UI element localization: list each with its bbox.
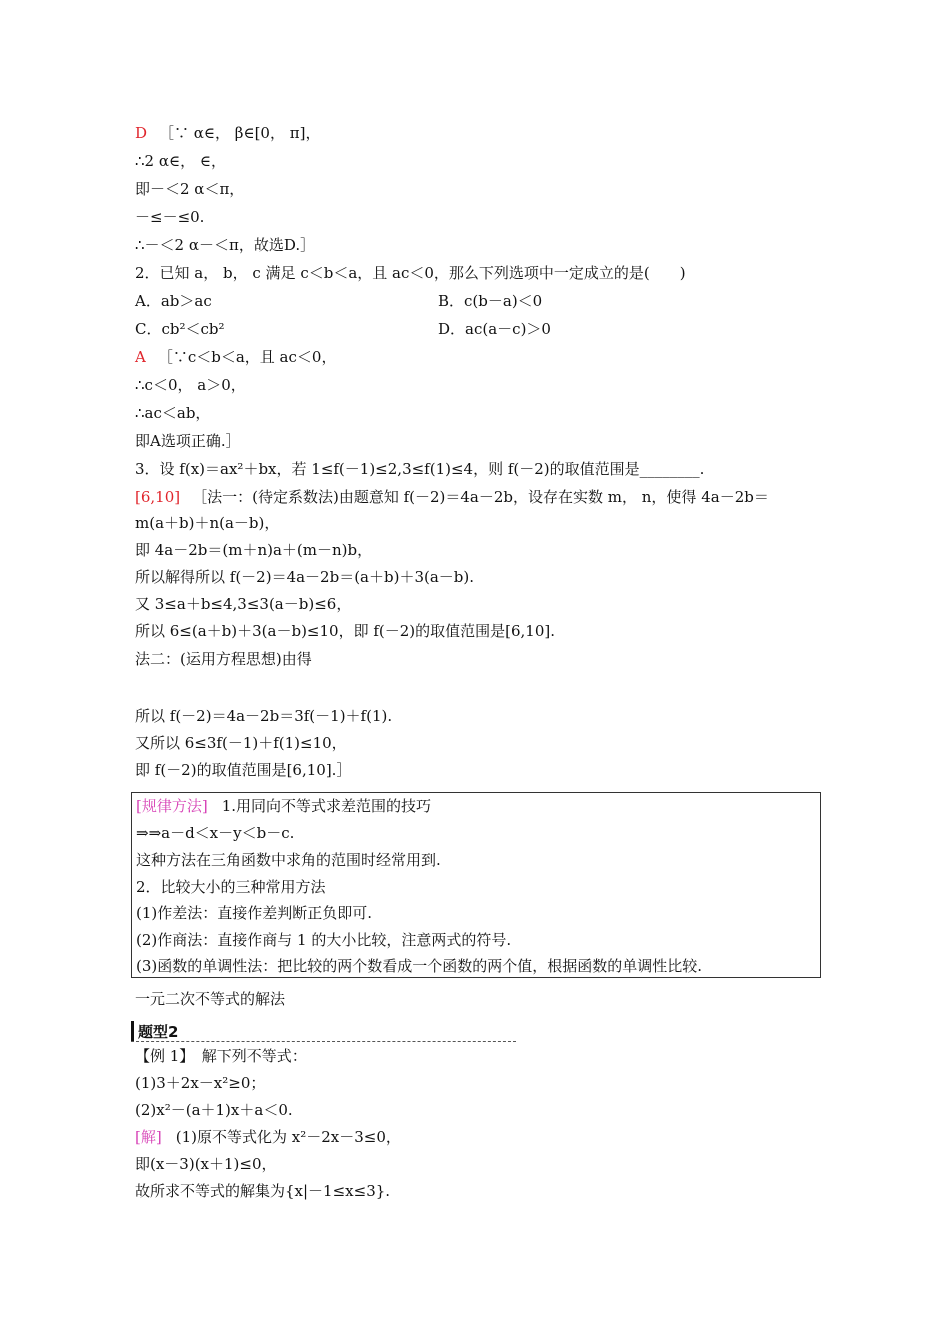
section-title: 一元二次不等式的解法 bbox=[135, 990, 286, 1008]
box-line-2: ⇒⇒a－d＜x－y＜b－c. bbox=[136, 824, 295, 842]
type-label: 题型2 bbox=[138, 1023, 179, 1041]
method-tag: [规律方法] bbox=[136, 797, 208, 815]
example-1-solution-line-3: 故所求不等式的解集为{x|－1≤x≤3}. bbox=[135, 1182, 391, 1200]
q3-solution-line-1: [6,10] ［法一：(待定系数法)由题意知 f(－2)＝4a－2b，设存在实数 m， n，使得 4a－2b＝ bbox=[135, 488, 769, 506]
q2-solution-line-2: ∴c＜0， a＞0， bbox=[135, 376, 246, 394]
box-line-1: [规律方法] 1.用同向不等式求差范围的技巧 bbox=[136, 797, 432, 815]
answer-tag: A bbox=[135, 348, 146, 366]
q3-solution-line-4: 所以解得所以 f(－2)＝4a－2b＝(a＋b)＋3(a－b). bbox=[135, 568, 475, 586]
option-c: C．cb²＜cb² bbox=[135, 320, 225, 338]
answer-tag: [6,10] bbox=[135, 488, 181, 506]
type-label-bar bbox=[131, 1021, 134, 1042]
option-b: B．c(b－a)＜0 bbox=[438, 292, 543, 310]
q3-solution-line-5: 又 3≤a＋b≤4,3≤3(a－b)≤6， bbox=[135, 595, 352, 613]
q2-solution-line-4: 即A选项正确.］ bbox=[135, 432, 241, 450]
q3-solution-line-8: 所以 f(－2)＝4a－2b＝3f(－1)＋f(1). bbox=[135, 707, 393, 725]
example-1-part-1: (1)3＋2x－x²≥0； bbox=[135, 1074, 266, 1092]
dashed-divider bbox=[131, 1041, 516, 1042]
box-line-7: (3)函数的单调性法：把比较的两个数看成一个函数的两个值，根据函数的单调性比较. bbox=[136, 957, 703, 975]
box-line-4: 2．比较大小的三种常用方法 bbox=[136, 878, 326, 896]
box-line-3: 这种方法在三角函数中求角的范围时经常用到. bbox=[136, 851, 441, 869]
q3-solution-line-10: 即 f(－2)的取值范围是[6,10].］ bbox=[135, 761, 352, 779]
q3-solution-line-3: 即 4a－2b＝(m＋n)a＋(m－n)b， bbox=[135, 541, 373, 559]
example-1-solution-line-1: [解] (1)原不等式化为 x²－2x－3≤0， bbox=[135, 1128, 401, 1146]
q2-solution-line-3: ∴ac＜ab， bbox=[135, 404, 211, 422]
box-line-6: (2)作商法：直接作商与 1 的大小比较，注意两式的符号. bbox=[136, 931, 512, 949]
solution-line-1: D ［∵ α∈， β∈[0， π]， bbox=[135, 124, 321, 142]
solution-line-2: ∴2 α∈， ∈， bbox=[135, 152, 226, 170]
question-2-stem: 2．已知 a， b， c 满足 c＜b＜a，且 ac＜0，那么下列选项中一定成立的是( ) bbox=[135, 264, 686, 282]
q3-solution-line-7: 法二：(运用方程思想)由得 bbox=[135, 650, 312, 668]
solution-line-3: 即－＜2 α＜π， bbox=[135, 180, 245, 198]
q2-solution-line-1: A ［∵c＜b＜a，且 ac＜0， bbox=[135, 348, 337, 366]
answer-tag: D bbox=[135, 124, 148, 142]
question-3-stem: 3．设 f(x)＝ax²＋bx，若 1≤f(－1)≤2,3≤f(1)≤4，则 f(－2)的取值范围是________. bbox=[135, 460, 705, 478]
solution-tag: [解] bbox=[135, 1128, 162, 1146]
q3-solution-line-9: 又所以 6≤3f(－1)＋f(1)≤10， bbox=[135, 734, 347, 752]
option-a: A．ab＞ac bbox=[135, 292, 212, 310]
solution-line-5: ∴－＜2 α－＜π，故选D.］ bbox=[135, 236, 316, 254]
q3-solution-line-6: 所以 6≤(a＋b)＋3(a－b)≤10，即 f(－2)的取值范围是[6,10]. bbox=[135, 622, 556, 640]
example-1-heading: 【例 1】 解下列不等式： bbox=[135, 1047, 307, 1065]
example-1-part-2: (2)x²－(a＋1)x＋a＜0. bbox=[135, 1101, 293, 1119]
box-line-5: (1)作差法：直接作差判断正负即可. bbox=[136, 904, 373, 922]
method-summary-box bbox=[131, 792, 821, 978]
example-1-solution-line-2: 即(x－3)(x＋1)≤0， bbox=[135, 1155, 277, 1173]
solution-line-4: －≤－≤0. bbox=[135, 208, 205, 226]
q3-solution-line-2: m(a＋b)＋n(a－b)， bbox=[135, 514, 280, 532]
option-d: D．ac(a－c)＞0 bbox=[438, 320, 551, 338]
